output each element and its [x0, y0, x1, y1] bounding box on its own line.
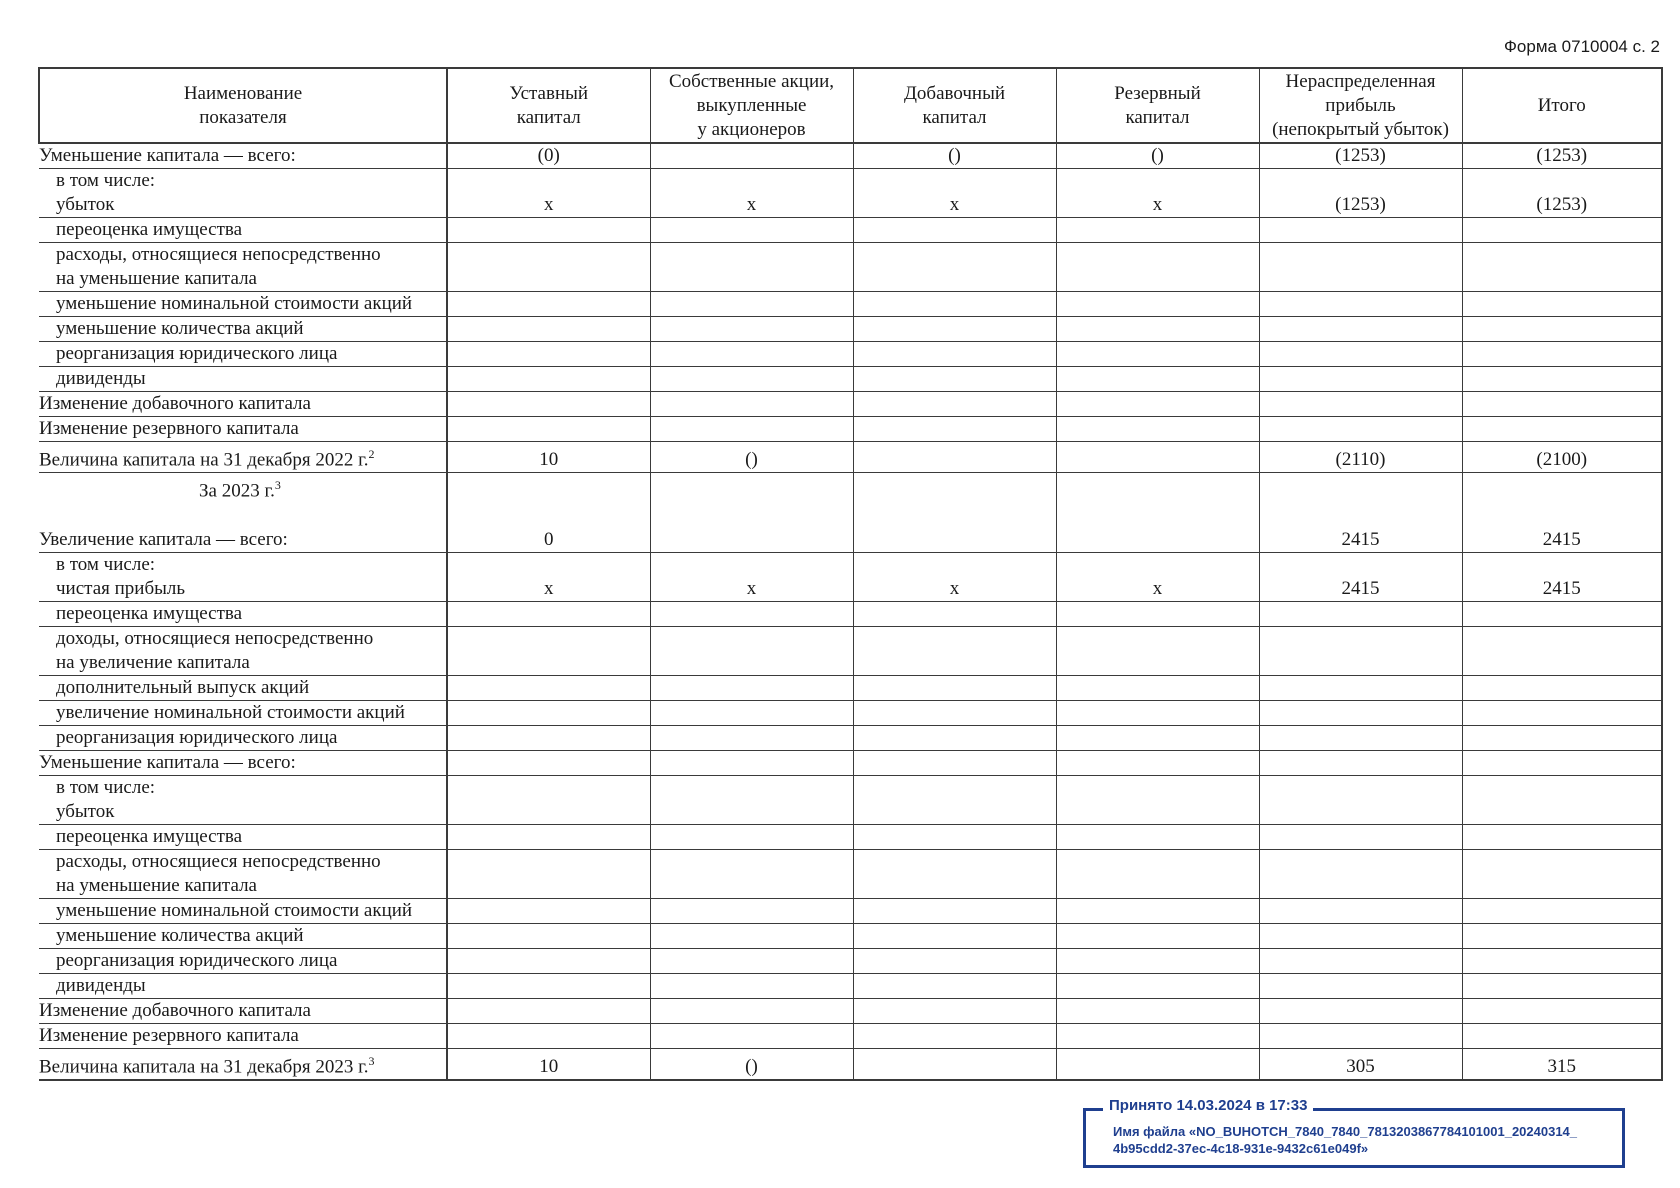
value-cell — [650, 417, 853, 442]
value-cell — [853, 442, 1056, 473]
value-cell — [1259, 725, 1462, 750]
value-cell: х — [447, 552, 650, 601]
row-label-cell — [39, 849, 447, 898]
value-cell — [650, 292, 853, 317]
value-cell — [1462, 601, 1662, 626]
value-cell — [447, 392, 650, 417]
value-cell — [447, 998, 650, 1023]
table-row — [39, 442, 1662, 473]
row-label: Изменение резервного капитала — [39, 418, 299, 439]
column-header: Наименование показателя — [39, 68, 447, 143]
value-cell — [1462, 849, 1662, 898]
value-cell — [1462, 923, 1662, 948]
value-cell — [853, 898, 1056, 923]
value-cell — [447, 750, 650, 775]
value-cell — [853, 292, 1056, 317]
value-cell — [650, 473, 853, 552]
footnote-marker: 2 — [368, 447, 375, 461]
value-cell — [447, 898, 650, 923]
table-row — [39, 700, 1662, 725]
value-cell — [447, 849, 650, 898]
stamp-filename-line-1: Имя файла «NO_BUHOTCH_7840_7840_7813203867784101001_20240314_ — [1113, 1124, 1578, 1139]
value-cell — [1462, 998, 1662, 1023]
table-row — [39, 824, 1662, 849]
value-cell: х — [1056, 552, 1259, 601]
value-cell — [447, 243, 650, 292]
table-row — [39, 392, 1662, 417]
row-label-cell — [39, 948, 447, 973]
value-cell — [1462, 750, 1662, 775]
value-cell — [1462, 218, 1662, 243]
value-cell — [1462, 775, 1662, 824]
table-row — [39, 849, 1662, 898]
value-cell: 10 — [447, 1048, 650, 1080]
row-label-cell — [39, 1023, 447, 1048]
table-row — [39, 626, 1662, 675]
row-label: в том числе: убыток — [56, 170, 156, 215]
value-cell: () — [650, 442, 853, 473]
value-cell — [447, 417, 650, 442]
value-cell — [447, 367, 650, 392]
value-cell — [1056, 898, 1259, 923]
table-row — [39, 552, 1662, 601]
value-cell — [1259, 392, 1462, 417]
value-cell — [1462, 317, 1662, 342]
value-cell: х — [650, 169, 853, 218]
value-cell: (1253) — [1259, 169, 1462, 218]
row-label-cell — [39, 169, 447, 218]
value-cell — [447, 675, 650, 700]
value-cell: (1253) — [1462, 143, 1662, 169]
value-cell — [447, 317, 650, 342]
value-cell — [1056, 973, 1259, 998]
row-label-cell — [39, 243, 447, 292]
value-cell: (2100) — [1462, 442, 1662, 473]
row-label-cell — [39, 392, 447, 417]
stamp-filename-line-2: 4b95cdd2-37ec-4c18-931e-9432c61e049f» — [1113, 1141, 1369, 1156]
row-label-cell — [39, 725, 447, 750]
table-row — [39, 948, 1662, 973]
form-code: Форма 0710004 с. 2 — [1503, 37, 1660, 56]
value-cell — [853, 725, 1056, 750]
value-cell — [650, 342, 853, 367]
value-cell: 2415 — [1259, 552, 1462, 601]
value-cell — [650, 948, 853, 973]
value-cell — [1462, 417, 1662, 442]
value-cell — [1056, 392, 1259, 417]
row-label-cell — [39, 824, 447, 849]
table-row — [39, 750, 1662, 775]
value-cell: () — [853, 143, 1056, 169]
row-label-cell — [39, 1048, 447, 1080]
value-cell — [650, 675, 853, 700]
value-cell — [650, 1023, 853, 1048]
value-cell — [1462, 243, 1662, 292]
value-cell — [1259, 824, 1462, 849]
value-cell — [650, 998, 853, 1023]
value-cell — [1259, 923, 1462, 948]
value-cell — [1259, 849, 1462, 898]
value-cell — [650, 725, 853, 750]
table-row — [39, 342, 1662, 367]
row-label: расходы, относящиеся непосредственно на уменьшение капитала — [56, 850, 381, 896]
value-cell — [650, 143, 853, 169]
value-cell — [447, 601, 650, 626]
capital-changes-table — [38, 67, 1663, 1081]
value-cell: 305 — [1259, 1048, 1462, 1080]
value-cell — [1259, 243, 1462, 292]
row-label: реорганизация юридического лица — [56, 343, 338, 364]
table-row — [39, 143, 1662, 169]
table-row — [39, 1023, 1662, 1048]
value-cell — [1056, 700, 1259, 725]
row-label-cell — [39, 700, 447, 725]
value-cell — [447, 1023, 650, 1048]
value-cell: () — [650, 1048, 853, 1080]
value-cell — [853, 824, 1056, 849]
row-label: Изменение добавочного капитала — [39, 393, 311, 414]
row-label-cell — [39, 417, 447, 442]
value-cell — [1056, 775, 1259, 824]
row-label: уменьшение количества акций — [56, 318, 304, 339]
value-cell: (1253) — [1259, 143, 1462, 169]
value-cell — [1259, 700, 1462, 725]
value-cell — [1259, 948, 1462, 973]
column-header: Добавочный капитал — [853, 68, 1056, 143]
value-cell — [853, 700, 1056, 725]
row-label: Изменение резервного капитала — [39, 1024, 299, 1046]
value-cell — [1056, 292, 1259, 317]
row-label-cell — [39, 750, 447, 775]
row-label-cell — [39, 442, 447, 473]
row-label: Уменьшение капитала — всего: — [39, 145, 296, 166]
value-cell — [447, 948, 650, 973]
value-cell — [1259, 973, 1462, 998]
row-label-cell — [39, 973, 447, 998]
value-cell — [1259, 898, 1462, 923]
value-cell — [1056, 1023, 1259, 1048]
value-cell: х — [447, 169, 650, 218]
column-header: Нераспределенная прибыль (непокрытый убыток) — [1259, 68, 1462, 143]
value-cell — [1056, 849, 1259, 898]
value-cell — [1462, 367, 1662, 392]
table-row — [39, 898, 1662, 923]
row-label: дивиденды — [56, 974, 146, 996]
value-cell — [1259, 417, 1462, 442]
value-cell — [447, 218, 650, 243]
row-label-cell — [39, 143, 447, 169]
table-row — [39, 292, 1662, 317]
value-cell — [1056, 417, 1259, 442]
value-cell — [1259, 317, 1462, 342]
value-cell — [853, 218, 1056, 243]
value-cell — [853, 243, 1056, 292]
value-cell — [853, 317, 1056, 342]
value-cell — [650, 824, 853, 849]
value-cell — [1259, 1023, 1462, 1048]
value-cell — [853, 367, 1056, 392]
row-label-cell — [39, 317, 447, 342]
row-label-cell — [39, 775, 447, 824]
value-cell — [853, 849, 1056, 898]
value-cell — [853, 750, 1056, 775]
row-label-cell — [39, 473, 447, 552]
row-label: Изменение добавочного капитала — [39, 999, 311, 1021]
value-cell — [447, 824, 650, 849]
value-cell — [1056, 243, 1259, 292]
table-row — [39, 1048, 1662, 1080]
row-label: дивиденды — [56, 368, 146, 389]
stamp-title: Принято 14.03.2024 в 17:33 — [1103, 1097, 1313, 1114]
value-cell — [650, 849, 853, 898]
value-cell: (0) — [447, 143, 650, 169]
table-row — [39, 601, 1662, 626]
value-cell: х — [853, 169, 1056, 218]
value-cell: 2415 — [1462, 552, 1662, 601]
value-cell — [853, 417, 1056, 442]
value-cell — [1462, 824, 1662, 849]
value-cell — [447, 775, 650, 824]
table-row — [39, 973, 1662, 998]
row-label-cell — [39, 601, 447, 626]
value-cell — [447, 700, 650, 725]
value-cell — [1056, 342, 1259, 367]
value-cell — [1462, 292, 1662, 317]
value-cell — [1462, 700, 1662, 725]
row-label-cell — [39, 218, 447, 243]
row-label: переоценка имущества — [56, 825, 243, 847]
row-label: в том числе: чистая прибыль — [56, 553, 186, 599]
row-label: реорганизация юридического лица — [56, 726, 338, 748]
value-cell — [1259, 342, 1462, 367]
table-row — [39, 218, 1662, 243]
value-cell — [1462, 392, 1662, 417]
value-cell — [650, 243, 853, 292]
value-cell — [1056, 442, 1259, 473]
value-cell: (1253) — [1462, 169, 1662, 218]
value-cell — [1259, 750, 1462, 775]
value-cell — [1462, 1023, 1662, 1048]
value-cell: х — [1056, 169, 1259, 218]
row-label: уменьшение номинальной стоимости акций — [56, 293, 413, 314]
row-label: доходы, относящиеся непосредственно на увеличение капитала — [56, 627, 374, 673]
row-label-cell — [39, 923, 447, 948]
row-label: дополнительный выпуск акций — [56, 676, 310, 698]
acceptance-stamp — [1083, 1097, 1625, 1168]
value-cell — [1259, 775, 1462, 824]
value-cell — [447, 292, 650, 317]
value-cell — [853, 473, 1056, 552]
value-cell — [1056, 675, 1259, 700]
row-label-cell — [39, 675, 447, 700]
value-cell — [1462, 973, 1662, 998]
row-label: расходы, относящиеся непосредственно на уменьшение капитала — [56, 244, 381, 289]
value-cell: х — [650, 552, 853, 601]
row-label: переоценка имущества — [56, 602, 243, 624]
value-cell — [650, 317, 853, 342]
value-cell — [1462, 626, 1662, 675]
value-cell — [1056, 948, 1259, 973]
value-cell — [1056, 750, 1259, 775]
footnote-marker: 3 — [368, 1053, 375, 1068]
value-cell — [853, 601, 1056, 626]
table-row — [39, 169, 1662, 218]
value-cell — [650, 898, 853, 923]
table-body — [39, 143, 1662, 1080]
value-cell — [650, 601, 853, 626]
value-cell — [1259, 626, 1462, 675]
value-cell — [1259, 998, 1462, 1023]
value-cell — [1056, 218, 1259, 243]
value-cell — [853, 973, 1056, 998]
value-cell — [853, 675, 1056, 700]
value-cell — [853, 775, 1056, 824]
value-cell — [1056, 601, 1259, 626]
value-cell — [853, 1023, 1056, 1048]
row-label-cell — [39, 898, 447, 923]
value-cell — [650, 367, 853, 392]
value-cell: 10 — [447, 442, 650, 473]
table-row — [39, 417, 1662, 442]
value-cell: х — [853, 552, 1056, 601]
table-row — [39, 923, 1662, 948]
row-label-cell — [39, 626, 447, 675]
table-row — [39, 775, 1662, 824]
value-cell — [1056, 626, 1259, 675]
value-cell: 2415 — [1259, 473, 1462, 552]
value-cell — [853, 392, 1056, 417]
value-cell — [1462, 675, 1662, 700]
row-label: уменьшение количества акций — [56, 924, 304, 946]
value-cell — [447, 342, 650, 367]
value-cell — [650, 750, 853, 775]
footnote-marker: 3 — [274, 478, 281, 493]
row-label: уменьшение номинальной стоимости акций — [56, 899, 413, 921]
value-cell — [1259, 367, 1462, 392]
row-label: Величина капитала на 31 декабря 2022 г.$^2$ — [39, 447, 375, 471]
value-cell: 2415 — [1462, 473, 1662, 552]
value-cell — [1259, 675, 1462, 700]
row-label-cell — [39, 342, 447, 367]
table-row — [39, 998, 1662, 1023]
value-cell — [853, 998, 1056, 1023]
value-cell — [650, 218, 853, 243]
value-cell — [650, 923, 853, 948]
row-label-cell — [39, 552, 447, 601]
value-cell — [1056, 824, 1259, 849]
period-heading: За 2023 г.$^3$ — [199, 478, 281, 502]
row-label-cell — [39, 998, 447, 1023]
value-cell — [650, 775, 853, 824]
column-header: Собственные акции, выкупленные у акционеров — [650, 68, 853, 143]
value-cell — [1259, 292, 1462, 317]
value-cell — [1462, 898, 1662, 923]
value-cell — [1056, 923, 1259, 948]
table-row — [39, 243, 1662, 292]
value-cell — [650, 626, 853, 675]
row-label: в том числе: убыток — [56, 776, 156, 822]
value-cell — [1462, 725, 1662, 750]
table-row — [39, 675, 1662, 700]
value-cell — [853, 948, 1056, 973]
row-label: Уменьшение капитала — всего: — [39, 751, 296, 773]
value-cell — [1462, 948, 1662, 973]
column-header: Уставный капитал — [447, 68, 650, 143]
value-cell — [1056, 1048, 1259, 1080]
row-label: Увеличение капитала — всего: — [39, 528, 288, 550]
row-label-cell — [39, 292, 447, 317]
value-cell: 0 — [447, 473, 650, 552]
row-label: реорганизация юридического лица — [56, 949, 338, 971]
value-cell — [853, 342, 1056, 367]
value-cell — [650, 392, 853, 417]
row-label: Величина капитала на 31 декабря 2023 г.$^3$ — [39, 1053, 375, 1077]
value-cell — [1056, 317, 1259, 342]
row-label-cell — [39, 367, 447, 392]
table-header-row — [39, 68, 1662, 143]
value-cell — [650, 973, 853, 998]
value-cell — [1056, 473, 1259, 552]
value-cell: () — [1056, 143, 1259, 169]
value-cell — [853, 923, 1056, 948]
value-cell: 315 — [1462, 1048, 1662, 1080]
value-cell — [650, 700, 853, 725]
value-cell — [853, 1048, 1056, 1080]
column-header: Резервный капитал — [1056, 68, 1259, 143]
value-cell: (2110) — [1259, 442, 1462, 473]
row-label: переоценка имущества — [56, 219, 243, 240]
value-cell — [447, 725, 650, 750]
table-row — [39, 725, 1662, 750]
table-row — [39, 367, 1662, 392]
value-cell — [1056, 367, 1259, 392]
row-label: увеличение номинальной стоимости акций — [56, 701, 405, 723]
value-cell — [1056, 998, 1259, 1023]
value-cell — [1259, 601, 1462, 626]
column-header: Итого — [1462, 68, 1662, 143]
value-cell — [1462, 342, 1662, 367]
value-cell — [1259, 218, 1462, 243]
value-cell — [447, 973, 650, 998]
table-row — [39, 473, 1662, 552]
value-cell — [447, 626, 650, 675]
value-cell — [447, 923, 650, 948]
value-cell — [853, 626, 1056, 675]
value-cell — [1056, 725, 1259, 750]
table-row — [39, 317, 1662, 342]
